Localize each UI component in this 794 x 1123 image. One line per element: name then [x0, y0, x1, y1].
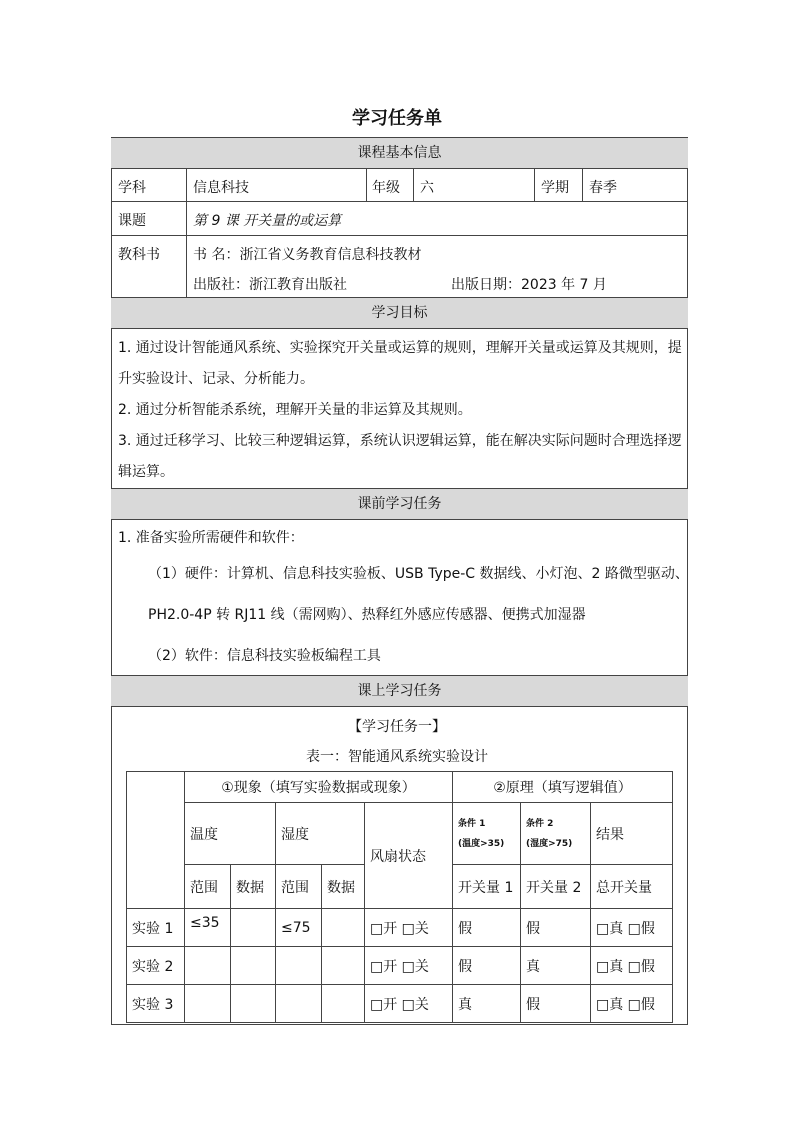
- task-heading: 【学习任务一】: [348, 719, 446, 735]
- temp-data-cell[interactable]: [231, 985, 276, 1023]
- total-checkboxes[interactable]: □真 □假: [591, 909, 673, 947]
- goal-line: 升实验设计、记录、分析能力。: [118, 371, 314, 387]
- grade-value: 六: [420, 180, 434, 196]
- section-header-basic: 课程基本信息: [111, 137, 688, 169]
- divider: [111, 201, 688, 202]
- section-header-pre: 课前学习任务: [111, 488, 688, 520]
- condition2-header: [521, 803, 591, 865]
- term-value: 春季: [589, 180, 617, 196]
- fan-state-checkboxes[interactable]: □开 □关: [365, 947, 453, 985]
- table-row: [127, 909, 673, 947]
- experiment-name: 实验 3: [127, 985, 185, 1023]
- switch2-value: 真: [521, 947, 591, 985]
- hum-range-cell[interactable]: ≤75: [276, 909, 322, 947]
- experiment-name: 实验 2: [127, 947, 185, 985]
- hum-range-cell[interactable]: [276, 985, 322, 1023]
- divider: [582, 169, 583, 201]
- goal-line: 3. 通过迁移学习、比较三种逻辑运算，系统认识逻辑运算，能在解决实际问题时合理选择逻: [118, 433, 682, 449]
- software-line: （2）软件：信息科技实验板编程工具: [148, 648, 381, 664]
- switch2-value: 假: [521, 985, 591, 1023]
- goal-line: 1. 通过设计智能通风系统、实验探究开关量或运算的规则，理解开关量或运算及其规则，提: [118, 340, 682, 356]
- table-row: [127, 985, 673, 1023]
- hum-data-header: 数据: [322, 865, 365, 909]
- total-checkboxes[interactable]: □真 □假: [591, 985, 673, 1023]
- grade-label: 年级: [372, 180, 400, 196]
- switch1-header: 开关量 1: [453, 865, 521, 909]
- condition1-header: [453, 803, 521, 865]
- condition2-rule: (湿度>75): [526, 838, 573, 849]
- experiment-name: 实验 1: [127, 909, 185, 947]
- divider: [413, 169, 414, 201]
- temp-range-cell[interactable]: [185, 947, 231, 985]
- total-checkboxes[interactable]: □真 □假: [591, 947, 673, 985]
- textbook-label: 教科书: [118, 247, 160, 263]
- page-title: 学习任务单: [352, 108, 442, 129]
- switch2-value: 假: [521, 909, 591, 947]
- humidity-header: 湿度: [276, 803, 365, 865]
- goal-line: 辑运算。: [118, 464, 174, 480]
- subject-label: 学科: [118, 180, 146, 196]
- hum-range-header: 范围: [276, 865, 322, 909]
- switch1-value: 假: [453, 909, 521, 947]
- temp-range-cell[interactable]: ≤35: [185, 909, 231, 947]
- condition2-title: 条件 2: [526, 818, 554, 829]
- hardware-line: （1）硬件：计算机、信息科技实验板、USB Type-C 数据线、小灯泡、2 路微型驱动、: [148, 566, 689, 582]
- switch1-value: 假: [453, 947, 521, 985]
- hum-data-cell[interactable]: [322, 947, 365, 985]
- divider: [186, 169, 187, 297]
- fan-state-checkboxes[interactable]: □开 □关: [365, 985, 453, 1023]
- table-row: [127, 947, 673, 985]
- principle-header: ②原理（填写逻辑值）: [453, 772, 673, 803]
- temp-range-header: 范围: [185, 865, 231, 909]
- temp-data-cell[interactable]: [231, 909, 276, 947]
- condition1-rule: (温度>35): [458, 838, 505, 849]
- lesson-value: 第 9 课 开关量的或运算: [193, 213, 342, 229]
- fan-header: 风扇状态: [365, 803, 453, 909]
- result-header: 结果: [591, 803, 673, 865]
- total-switch-header: 总开关量: [591, 865, 673, 909]
- temp-data-cell[interactable]: [231, 947, 276, 985]
- publish-date: 出版日期：2023 年 7 月: [451, 277, 607, 293]
- temp-range-cell[interactable]: [185, 985, 231, 1023]
- temp-data-header: 数据: [231, 865, 276, 909]
- divider: [111, 235, 688, 236]
- subject-value: 信息科技: [193, 180, 249, 196]
- term-label: 学期: [541, 180, 569, 196]
- section-header-goals: 学习目标: [111, 297, 688, 329]
- hardware-line: PH2.0-4P 转 RJ11 线（需网购）、热释红外感应传感器、便携式加湿器: [148, 607, 586, 623]
- switch1-value: 真: [453, 985, 521, 1023]
- temp-header: 温度: [185, 803, 276, 865]
- pre-task-item: 1. 准备实验所需硬件和软件：: [118, 530, 304, 546]
- hum-range-cell[interactable]: [276, 947, 322, 985]
- divider: [534, 169, 535, 201]
- fan-state-checkboxes[interactable]: □开 □关: [365, 909, 453, 947]
- hum-data-cell[interactable]: [322, 909, 365, 947]
- lesson-label: 课题: [118, 213, 146, 229]
- experiment-table: [126, 771, 673, 1023]
- corner-cell: [127, 772, 185, 909]
- divider: [366, 169, 367, 201]
- book-name: 书 名：浙江省义务教育信息科技教材: [193, 247, 422, 263]
- hum-data-cell[interactable]: [322, 985, 365, 1023]
- table-title: 表一：智能通风系统实验设计: [306, 749, 488, 765]
- phenomenon-header: ①现象（填写实验数据或现象）: [185, 772, 453, 803]
- switch2-header: 开关量 2: [521, 865, 591, 909]
- goal-line: 2. 通过分析智能杀系统，理解开关量的非运算及其规则。: [118, 402, 472, 418]
- publisher: 出版社：浙江教育出版社: [193, 277, 347, 293]
- condition1-title: 条件 1: [458, 818, 486, 829]
- goals-list: [118, 333, 684, 488]
- section-header-inclass: 课上学习任务: [111, 675, 688, 707]
